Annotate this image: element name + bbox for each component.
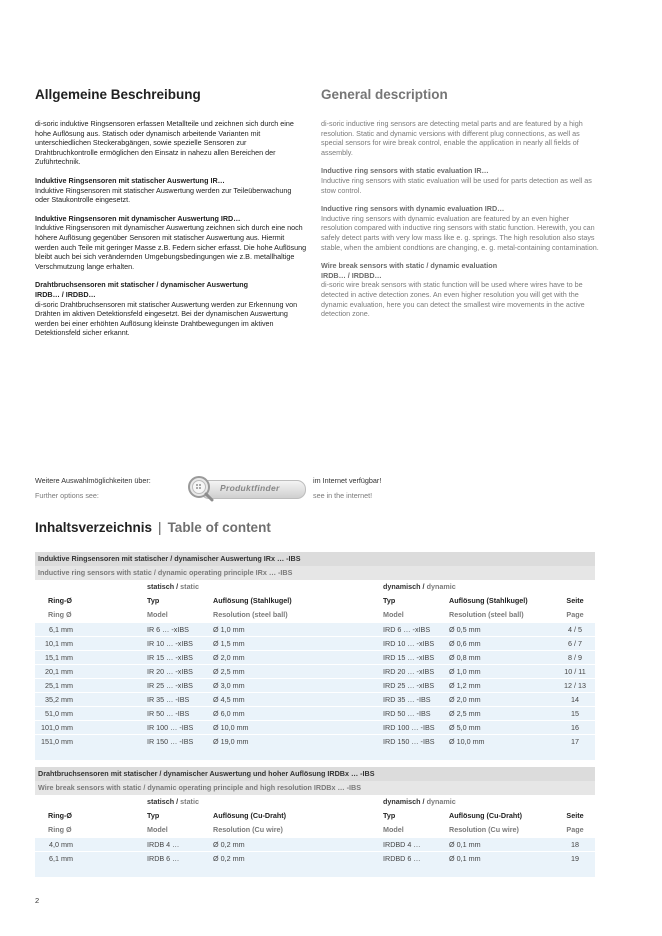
cell-resolution-static: Ø 1,0 mm [213, 625, 245, 634]
table-irdb-body [35, 837, 595, 865]
group-static-de: statisch [147, 797, 175, 806]
cell-resolution-dynamic: Ø 5,0 mm [449, 723, 481, 732]
magnifier-icon [186, 474, 214, 502]
cell-type-static: IR 10 … -xIBS [147, 639, 193, 648]
german-section-ird-text: Induktive Ringsensoren mit dynamischer Auswertung zeichnen sich durch eine noch höhere Auflösung gegenüber Sensoren mit statischer Auswertung aus. Hiermit werden auch Teile mit geringer Masse z.B. Federn sicher erfasst. Die hohe Auflösung bleibt auch bei sich verändernden Umgebungsbedingungen wie z.B. metallhaltige Verschmutzung lange erhalten. [35, 223, 307, 271]
group-dynamic-slash: / [420, 582, 427, 591]
header-resolution-static-de: Auflösung (Cu-Draht) [213, 811, 287, 820]
cell-type-dynamic: IRD 20 … -xIBS [383, 667, 435, 676]
group-static-slash: / [174, 797, 181, 806]
german-section-irdb [35, 280, 307, 338]
cell-resolution-static: Ø 0,2 mm [213, 854, 245, 863]
cell-type-dynamic: IRD 25 … -xIBS [383, 681, 435, 690]
cell-page: 17 [571, 737, 579, 746]
table-irdb-title-de: Drahtbruchsensoren mit statischer / dynamischer Auswertung und hoher Auflösung IRDBx … -IBS [35, 767, 595, 781]
group-static-en: static [180, 582, 199, 591]
cell-type-dynamic: IRD 50 … -IBS [383, 709, 431, 718]
group-static-slash: / [174, 582, 181, 591]
header-ring-en: Ring Ø [48, 610, 72, 619]
table-row [35, 851, 595, 865]
english-section-ir [321, 166, 599, 195]
cell-resolution-dynamic: Ø 2,0 mm [449, 695, 481, 704]
table-row [35, 636, 595, 650]
cell-ring: 20,1 mm [45, 667, 73, 676]
german-description [35, 86, 307, 347]
toc-table-ir [35, 552, 595, 760]
cell-page: 16 [571, 723, 579, 732]
table-irdb-footer [35, 865, 595, 877]
header-model-dynamic: Model [383, 610, 404, 619]
cell-type-dynamic: IRDBD 6 … [383, 854, 421, 863]
english-section-ird-text: Inductive ring sensors with dynamic evaluation are featured by an even higher resolution compared with inductive ring sensors with static function. Herewith, you can safely detect parts with very low mass like e. g. springs. The high resolution also stays stable, when the ambient condtions are changing, e. g. metal-containing contamination. [321, 213, 599, 252]
header-resolution-static-en: Resolution (steel ball) [213, 610, 288, 619]
cell-resolution-dynamic: Ø 10,0 mm [449, 737, 485, 746]
cell-page: 8 / 9 [568, 653, 582, 662]
table-row [35, 650, 595, 664]
options-suffix-en: see in the internet! [313, 491, 373, 500]
english-section-irdb-title: Wire break sensors with static / dynamic evaluation [321, 261, 498, 271]
cell-resolution-dynamic: Ø 0,5 mm [449, 625, 481, 634]
cell-resolution-dynamic: Ø 1,2 mm [449, 681, 481, 690]
cell-type-static: IR 100 … -IBS [147, 723, 194, 732]
header-ring-de: Ring-Ø [48, 811, 72, 820]
cell-resolution-static: Ø 10,0 mm [213, 723, 249, 732]
header-ring-de: Ring-Ø [48, 596, 72, 605]
header-typ-static: Typ [147, 811, 160, 820]
group-dynamic [383, 580, 456, 594]
cell-type-static: IRDB 4 … [147, 840, 180, 849]
english-intro: di-soric inductive ring sensors are detecting metal parts and are featured by a high resolution. Static and dynamic versions with different plug connections, as well as special sensors for wire break control, enable the application in nearly all fields of assembly. [321, 119, 583, 157]
header-page: Page [566, 825, 584, 834]
cell-type-dynamic: IRD 15 … -xIBS [383, 653, 435, 662]
group-dynamic-slash: / [420, 797, 427, 806]
cell-resolution-dynamic: Ø 2,5 mm [449, 709, 481, 718]
group-dynamic-de: dynamisch [383, 582, 421, 591]
page-number: 2 [35, 896, 40, 905]
header-typ-dynamic: Typ [383, 811, 396, 820]
cell-page: 4 / 5 [568, 625, 582, 634]
cell-page: 6 / 7 [568, 639, 582, 648]
cell-type-dynamic: IRD 10 … -xIBS [383, 639, 435, 648]
cell-type-dynamic: IRD 100 … -IBS [383, 723, 435, 732]
cell-resolution-static: Ø 4,5 mm [213, 695, 245, 704]
cell-ring: 25,1 mm [45, 681, 73, 690]
header-page: Page [566, 610, 584, 619]
cell-page: 10 / 11 [564, 667, 586, 676]
table-row [35, 837, 595, 851]
german-section-irdb-title: Drahtbruchsensoren mit statischer / dynamischer Auswertung [35, 280, 249, 290]
cell-type-dynamic: IRD 6 … -xIBS [383, 625, 431, 634]
english-section-irdb-text: di-soric wire break sensors with static function will be used where wires have to be detected in active detection zones. An even higher resolution you will get with the dynamic evaluation, here you can detect the smallest wire movements in the active detection zone. [321, 280, 585, 319]
cell-ring: 101,0 mm [41, 723, 73, 732]
cell-ring: 6,1 mm [49, 854, 73, 863]
group-dynamic [383, 795, 456, 809]
cell-type-static: IR 150 … -IBS [147, 737, 194, 746]
german-section-irdb-text: di-soric Drahtbruchsensoren mit statischer Auswertung werden zur Erkennung von Drähten im aktiven Detektionsfeld eingesetzt. Bei der dynamischen Auswertung werden bei einer erhöhten Auflösung kleinste Drahtbewegungen im aktiven Detektionsfeld sicher erkannt. [35, 299, 298, 338]
english-section-irdb-title2: IRDB… / IRDBD… [321, 270, 382, 280]
header-typ-dynamic: Typ [383, 596, 396, 605]
header-resolution-dynamic-de: Auflösung (Stahlkugel) [449, 596, 528, 605]
cell-type-static: IR 50 … -IBS [147, 709, 190, 718]
cell-resolution-static: Ø 19,0 mm [213, 737, 249, 746]
english-description [321, 86, 599, 328]
cell-ring: 6,1 mm [49, 625, 73, 634]
options-label-en: Further options see: [35, 491, 99, 500]
table-row [35, 720, 595, 734]
options-label-de: Weitere Auswahlmöglichkeiten über: [35, 476, 151, 485]
header-model-static: Model [147, 610, 168, 619]
german-section-ir [35, 176, 307, 205]
cell-resolution-static: Ø 1,5 mm [213, 639, 245, 648]
header-model-dynamic: Model [383, 825, 404, 834]
produktfinder-button[interactable] [186, 474, 306, 504]
toc-title-de: Inhaltsverzeichnis [35, 520, 153, 535]
group-static [147, 580, 199, 594]
english-section-ird-title: Inductive ring sensors with dynamic evaluation IRD… [321, 204, 505, 214]
table-irdb-header-en [35, 823, 595, 837]
cell-type-static: IR 35 … -IBS [147, 695, 190, 704]
cell-type-static: IR 20 … -xIBS [147, 667, 193, 676]
options-suffix-de: im Internet verfügbar! [313, 476, 382, 485]
toc-table-irdb [35, 767, 595, 877]
cell-page: 12 / 13 [564, 681, 586, 690]
toc-title [35, 520, 271, 535]
cell-type-static: IR 25 … -xIBS [147, 681, 193, 690]
group-dynamic-en: dynamic [426, 797, 456, 806]
cell-type-static: IRDB 6 … [147, 854, 180, 863]
table-ir-header-en [35, 608, 595, 622]
english-heading: General description [321, 87, 448, 102]
english-section-ir-text: Inductive ring sensors with static evaluation will be used for parts detection as well as stow control. [321, 175, 592, 195]
further-options [35, 474, 595, 514]
table-irdb-header-de [35, 809, 595, 823]
group-static [147, 795, 199, 809]
table-row [35, 706, 595, 720]
german-section-ird-title: Induktive Ringsensoren mit dynamischer Auswertung IRD… [35, 213, 241, 223]
cell-page: 15 [571, 709, 579, 718]
cell-resolution-static: Ø 2,0 mm [213, 653, 245, 662]
cell-page: 18 [571, 840, 579, 849]
cell-type-dynamic: IRD 35 … -IBS [383, 695, 431, 704]
table-ir-body [35, 622, 595, 748]
table-ir-title-en: Inductive ring sensors with static / dynamic operating principle IRx … -IBS [35, 566, 595, 580]
cell-page: 14 [571, 695, 579, 704]
english-section-ird [321, 204, 599, 252]
cell-page: 19 [571, 854, 579, 863]
produktfinder-label: Produktfinder [220, 483, 280, 493]
table-row [35, 678, 595, 692]
cell-resolution-static: Ø 3,0 mm [213, 681, 245, 690]
table-irdb-group-row [35, 795, 595, 809]
cell-ring: 151,0 mm [41, 737, 73, 746]
cell-type-dynamic: IRD 150 … -IBS [383, 737, 435, 746]
header-resolution-static-de: Auflösung (Stahlkugel) [213, 596, 292, 605]
toc-separator: | [158, 520, 162, 535]
cell-type-static: IR 15 … -xIBS [147, 653, 193, 662]
cell-resolution-static: Ø 0,2 mm [213, 840, 245, 849]
table-row [35, 692, 595, 706]
cell-ring: 51,0 mm [45, 709, 73, 718]
cell-resolution-dynamic: Ø 0,1 mm [449, 854, 481, 863]
table-row [35, 622, 595, 636]
group-dynamic-de: dynamisch [383, 797, 421, 806]
table-ir-header-de [35, 594, 595, 608]
header-typ-static: Typ [147, 596, 160, 605]
header-resolution-dynamic-de: Auflösung (Cu-Draht) [449, 811, 523, 820]
table-row [35, 734, 595, 748]
english-section-irdb [321, 261, 599, 319]
group-static-en: static [180, 797, 199, 806]
header-ring-en: Ring Ø [48, 825, 72, 834]
english-section-ir-title: Inductive ring sensors with static evaluation IR… [321, 166, 489, 176]
german-section-ir-title: Induktive Ringsensoren mit statischer Auswertung IR… [35, 175, 225, 185]
header-resolution-dynamic-en: Resolution (steel ball) [449, 610, 524, 619]
table-ir-title-de: Induktive Ringsensoren mit statischer / dynamischer Auswertung IRx … -IBS [35, 552, 595, 566]
header-resolution-static-en: Resolution (Cu wire) [213, 825, 283, 834]
german-section-irdb-title2: IRDB… / IRDBD… [35, 289, 96, 299]
table-row [35, 664, 595, 678]
cell-ring: 10,1 mm [45, 639, 73, 648]
table-ir-footer [35, 748, 595, 760]
cell-resolution-static: Ø 2,5 mm [213, 667, 245, 676]
group-dynamic-en: dynamic [426, 582, 456, 591]
german-section-ir-text: Induktive Ringsensoren mit statischer Auswertung werden zur Teileüberwachung oder Staukontrolle eingesetzt. [35, 185, 292, 205]
header-seite: Seite [566, 596, 584, 605]
cell-resolution-static: Ø 6,0 mm [213, 709, 245, 718]
cell-resolution-dynamic: Ø 1,0 mm [449, 667, 481, 676]
header-seite: Seite [566, 811, 584, 820]
table-irdb-title-en: Wire break sensors with static / dynamic operating principle and high resolution IRDBx … -IBS [35, 781, 595, 795]
toc-title-en: Table of content [167, 520, 271, 535]
german-heading: Allgemeine Beschreibung [35, 87, 201, 102]
cell-type-dynamic: IRDBD 4 … [383, 840, 421, 849]
table-ir-group-row [35, 580, 595, 594]
cell-ring: 15,1 mm [45, 653, 73, 662]
german-intro: di-soric induktive Ringsensoren erfassen Metallteile und zeichnen sich durch eine hohe Auflösung aus. Statisch oder dynamisch arbeitende Varianten mit unterschiedlichen Steckerabgängen, sowie spezielle Sensoren zur Drahtbruchkontrolle ermöglichen den Einsatz in nahezu allen Bereichen der Zuführtechnik. [35, 119, 294, 167]
german-section-ird [35, 214, 307, 272]
cell-type-static: IR 6 … -xIBS [147, 625, 189, 634]
cell-ring: 4,0 mm [49, 840, 73, 849]
cell-ring: 35,2 mm [45, 695, 73, 704]
cell-resolution-dynamic: Ø 0,8 mm [449, 653, 481, 662]
cell-resolution-dynamic: Ø 0,1 mm [449, 840, 481, 849]
group-static-de: statisch [147, 582, 175, 591]
cell-resolution-dynamic: Ø 0,6 mm [449, 639, 481, 648]
header-model-static: Model [147, 825, 168, 834]
header-resolution-dynamic-en: Resolution (Cu wire) [449, 825, 519, 834]
